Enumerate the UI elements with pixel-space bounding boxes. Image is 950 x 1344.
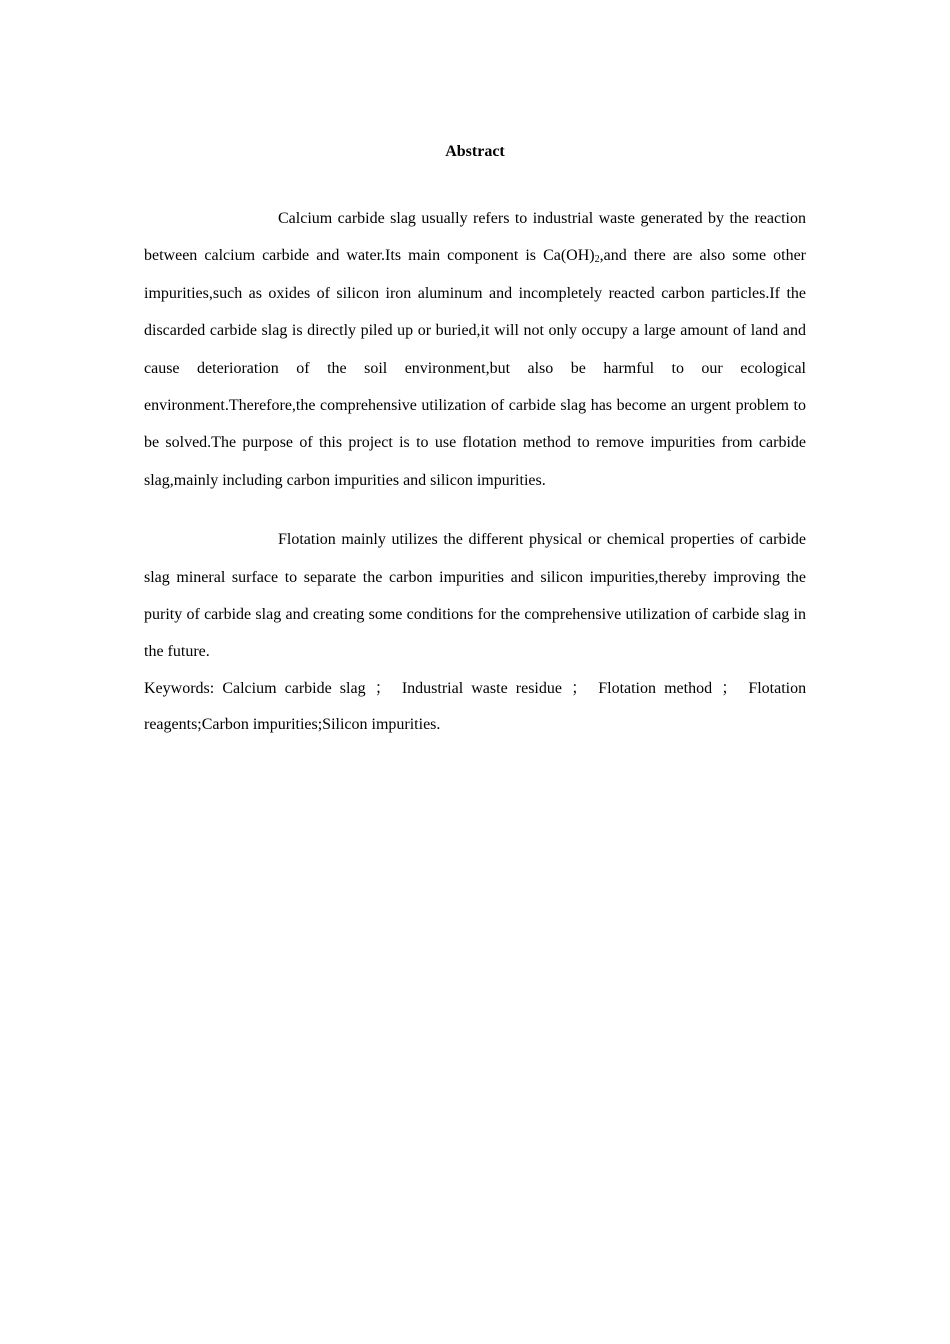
document-page <box>144 140 806 743</box>
abstract-paragraph-1 <box>144 200 806 499</box>
abstract-title: Abstract <box>445 143 505 160</box>
keywords-label: Keywords: <box>144 679 215 697</box>
keyword-4-and-rest: Flotation reagents;Carbon impurities;Silicon impurities. <box>144 679 807 733</box>
paragraph-1-text-start: Calcium carbide slag usually refers to industrial waste generated by the reaction between calcium carbide and water.Its main component is Ca(OH) <box>144 210 806 265</box>
keyword-separator-1: ； <box>374 679 391 697</box>
abstract-paragraph-2: Flotation mainly utilizes the different physical or chemical properties of carbide slag mineral surface to separate the carbon impurities and silicon impurities,thereby improving the purity of carbide slag and creating some conditions for the comprehensive utilization of carbide slag in the future. <box>144 531 806 661</box>
keyword-2: Industrial waste residue <box>401 679 562 697</box>
keywords-line <box>144 671 806 743</box>
keyword-3: Flotation method <box>598 679 713 697</box>
keyword-separator-3: ； <box>721 679 738 697</box>
keyword-1: Calcium carbide slag <box>222 679 366 697</box>
formula-subscript: 2 <box>594 254 600 266</box>
keyword-separator-2: ； <box>571 679 588 697</box>
paragraph-1-text-end: ,and there are also some other impurities,such as oxides of silicon iron aluminum and incompletely reacted carbon particles.If the discarded carbide slag is directly piled up or buried,it will not only occupy a large amount of land and cause deterioration of the soil environment,but also be harmful to our ecological environment.Therefore,the comprehensive utilization of carbide slag has become an urgent problem to be solved.The purpose of this project is to use flotation method to remove impurities from carbide slag,mainly including carbon impurities and silicon impurities. <box>144 247 806 489</box>
